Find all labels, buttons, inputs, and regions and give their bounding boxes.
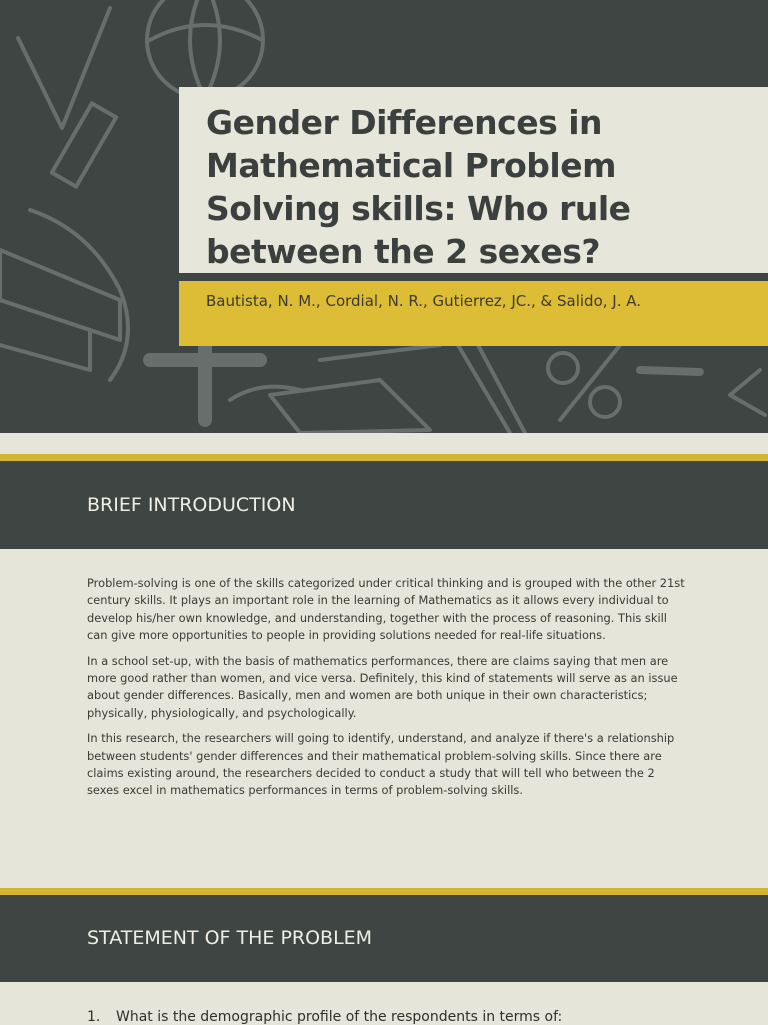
intro-heading: BRIEF INTRODUCTION	[87, 494, 296, 516]
intro-paragraph: In a school set-up, with the basis of mathematics performances, there are claims saying that men are more good rather than women, and vice versa. Definitely, this kind of statements will serve as an issue about gender differences. Basically, men and women are both unique in their own characteristics; physically, physiologically, and psychologically.	[87, 653, 678, 720]
intro-paragraph: In this research, the researchers will going to identify, understand, and analyze if there's a relationship between students' gender differences and their mathematical problem-solving skills. Since there are claims existing around, the researchers decided to conduct a study that will tell who between the 2 sexes excel in mathematics performances in terms of problem-solving skills.	[87, 731, 675, 798]
problem-heading: STATEMENT OF THE PROBLEM	[87, 927, 373, 949]
accent-stripe	[0, 454, 768, 461]
list-item	[87, 1009, 562, 1025]
authors-line: Bautista, N. M., Cordial, N. R., Gutierrez, JC., & Salido, J. A.	[206, 292, 642, 310]
list-number: 1.	[87, 1009, 101, 1025]
presentation-title: Gender Differences in Mathematical Problem Solving skills: Who rule between the 2 sexes?	[206, 103, 631, 271]
accent-stripe	[0, 888, 768, 895]
intro-paragraph: Problem-solving is one of the skills categorized under critical thinking and is grouped with the other 21st century skills. It plays an important role in the learning of Mathematics as it allows every individual to develop his/her own knowledge, and understanding, together with the process of reasoning. This skill can give more opportunities to people in providing solutions needed for real-life situations.	[87, 576, 685, 643]
title-box	[179, 87, 768, 273]
problem-header	[0, 895, 768, 982]
title-slide	[0, 0, 768, 433]
intro-body	[87, 575, 687, 808]
slide-gap	[0, 433, 768, 454]
intro-header	[0, 461, 768, 549]
author-bar	[179, 281, 768, 346]
list-text: What is the demographic profile of the respondents in terms of:	[116, 1009, 563, 1025]
